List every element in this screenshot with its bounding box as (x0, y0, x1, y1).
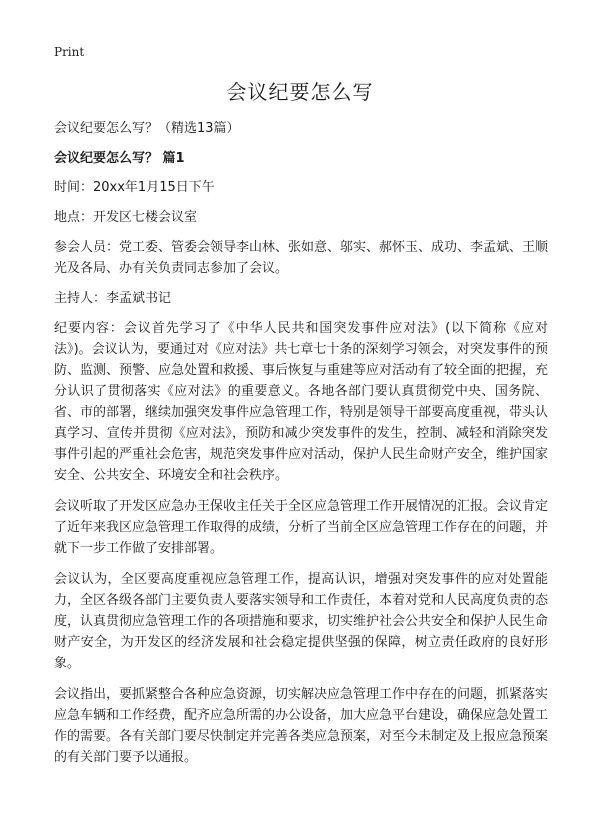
meeting-time: 时间：20xx年1月15日下午 (54, 180, 215, 195)
article-subtitle: 会议纪要怎么写？（精选13篇） (54, 121, 240, 136)
body-paragraph: 纪要内容：会议首先学习了《中华人民共和国突发事件应对法》(以下简称《应对法》)。会议认为，要通过对《应对法》共七章七十条的深刻学习领会，对突发事件的预防、监测、预警、应急处置和救援、事后恢复与重建等应对活动有了较全面的把握，充分认识了贯彻落实《应对法》的重要意义。各地各部门要认真贯彻党中央、国务院、省、市的部署，继续加强突发事件应急管理工作，特别是领导干部要高度重视，带头认真学习、宣传并贯彻《应对法》，预防和减少突发事件的发生，控制、减轻和消除突发事件引起的严重社会危害，规范突发事件应对活动，保护人民生命财产安全，维护国家安全、公共安全、环境安全和社会秩序。 (54, 321, 549, 483)
page-title: 会议纪要怎么写 (226, 80, 374, 104)
section-heading: 会议纪要怎么写？ 篇1 (54, 151, 185, 166)
meeting-host: 主持人：李孟斌书记 (54, 291, 172, 306)
body-paragraph: 会议认为，全区要高度重视应急管理工作，提高认识，增强对突发事件的应对处置能力，全区各级各部门主要负责人要落实领导和工作责任，本着对党和人民高度负责的态度，认真贯彻应急管理工作的各项措施和要求，切实维护社会公共安全和保护人民生命财产安全，为开发区的经济发展和社会稳定提供坚强的保障，树立责任政府的良好形象。 (54, 572, 549, 671)
print-link[interactable]: Print (54, 45, 85, 59)
meeting-place: 地点：开发区七楼会议室 (54, 210, 198, 225)
article-body (54, 118, 548, 778)
body-paragraph: 会议听取了开发区应急办王保收主任关于全区应急管理工作开展情况的汇报。会议肯定了近年来我区应急管理工作取得的成绩，分析了当前全区应急管理工作存在的问题，并就下一步工作做了安排部署。 (54, 499, 549, 556)
body-paragraph: 会议指出，要抓紧整合各种应急资源，切实解决应急管理工作中存在的问题，抓紧落实应急车辆和工作经费，配齐应急所需的办公设备，加大应急平台建设，确保应急处置工作的需要。各有关部门要尽快制定并完善各类应急预案，对至今未制定及上报应急预案的有关部门要予以通报。 (54, 687, 549, 765)
meeting-attendees: 参会人员：党工委、管委会领导李山林、张如意、邬实、郝怀玉、成功、李孟斌、王顺光及各局、办有关负责同志参加了会议。 (54, 240, 549, 276)
